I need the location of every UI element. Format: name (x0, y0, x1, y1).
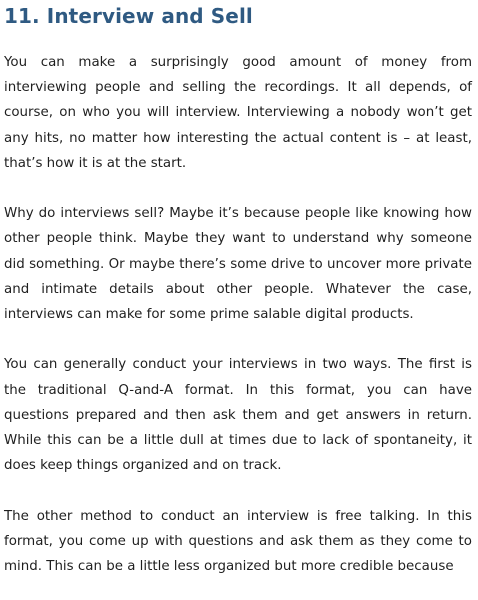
section-heading: 11. Interview and Sell (4, 4, 253, 28)
paragraph-intro: You can make a surprisingly good amount of money from interviewing people and selling the recordings. It all depends, of course, on who you will interview. Interviewing a nobody won’t get any hits, no matter how interesting the actual content is – at least, that’s how it is at the start. (4, 55, 472, 171)
paragraph-why-interviews-sell: Why do interviews sell? Maybe it’s because people like knowing how other people think. Maybe they want to understand why someone did something. Or maybe there’s some drive to uncover more private and intimate details about other people. Whatever the case, interviews can make for some prime salable digital products. (4, 206, 472, 323)
document-page (4, 0, 472, 579)
paragraph-two-ways: You can generally conduct your interviews in two ways. The first is the traditional Q-and-A format. In this format, you can have questions prepared and then ask them and get answers in return. While this can be a little dull at times due to lack of spontaneity, it does keep things organized and on track. (4, 357, 472, 474)
paragraph-free-talking: The other method to conduct an interview is free talking. In this format, you come up with questions and ask them as they come to mind. This can be a little less organized but more credible because (4, 508, 472, 575)
